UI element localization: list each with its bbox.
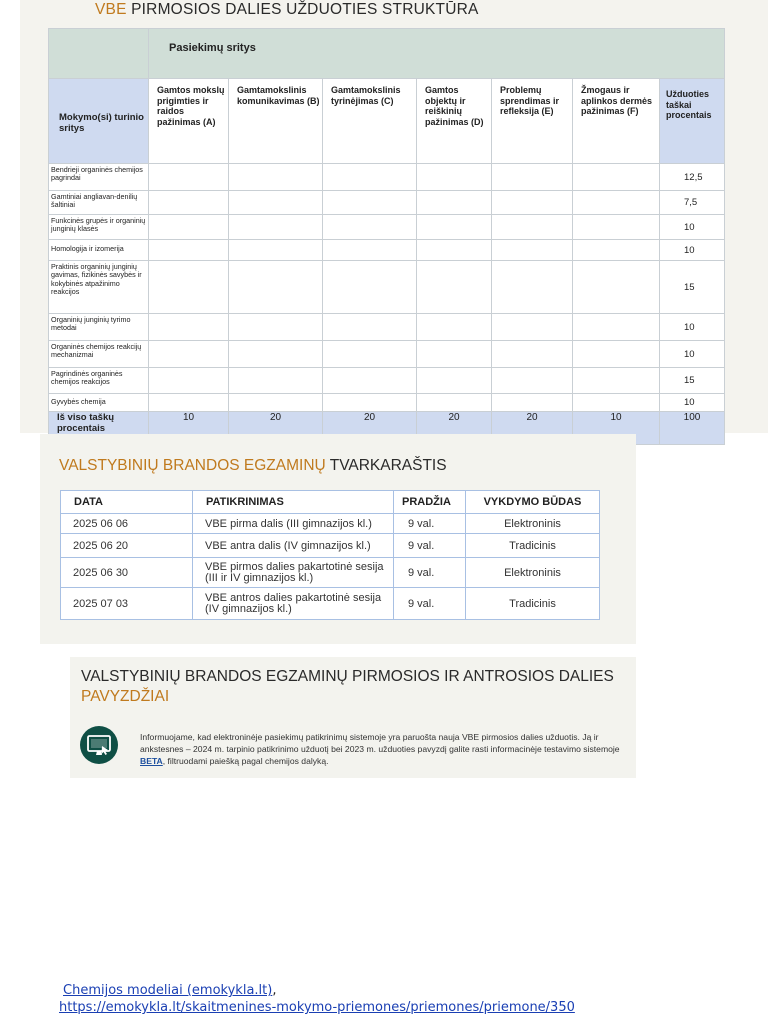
- row-label: Praktinis organinių junginių gavimas, fizikinės savybės ir kokybinės atpažinimo reakcijos: [49, 261, 149, 314]
- total-value: 20: [323, 412, 417, 445]
- examples-text: Informuojame, kad elektroninėje pasiekimų patikrinimų sistemoje yra paruošta nauja VBE pirmosios dalies užduotis. Ją ir ankstesnes – 2024 m. tarpinio patikrinimo užduotį bei 2023 m. užduoties pavyzdį galite rasti informacinėje testavimo sistemoje BETA, filtruodami paiešką pagal chemijos dalyką.: [140, 732, 620, 766]
- column-header: Problemų sprendimas ir refleksija (E): [500, 85, 560, 116]
- column-header: Gamtamokslinis komunikavimas (B): [237, 85, 320, 106]
- row-percent: 12,5: [660, 164, 725, 191]
- row-label: Homologija ir izomerija: [49, 240, 149, 261]
- schedule-date: 2025 06 06: [61, 514, 193, 534]
- examples-card: [70, 657, 636, 778]
- table-row: [61, 534, 600, 558]
- row-label: Gamtiniai angliavan-denilių šaltiniai: [49, 191, 149, 215]
- schedule-header-row: [61, 491, 600, 514]
- grand-total: 100: [660, 412, 725, 445]
- schedule-start: 9 val.: [394, 534, 466, 558]
- achievement-areas-header: Pasiekimų sritys: [149, 29, 725, 79]
- row-label: Bendrieji organinės chemijos pagrindai: [49, 164, 149, 191]
- column-header: PATIKRINIMAS: [193, 491, 394, 514]
- schedule-table: [60, 490, 600, 620]
- emokykla-url-link[interactable]: https://emokykla.lt/skaitmenines-mokymo-priemones/priemones/priemone/350: [59, 1000, 575, 1015]
- row-label: Pagrindinės organinės chemijos reakcijos: [49, 368, 149, 394]
- table-row: [49, 164, 725, 191]
- total-row-label: Iš viso taškų procentais: [49, 412, 149, 445]
- examples-title: [81, 667, 621, 707]
- column-header: Gamtos objektų ir reiškinių pažinimas (D): [425, 85, 484, 127]
- schedule-check: VBE antros dalies pakartotinė sesija (IV gimnazijos kl.): [193, 588, 394, 620]
- row-label: Gyvybės chemija: [49, 394, 149, 412]
- total-value: 20: [229, 412, 323, 445]
- row-percent: 15: [660, 368, 725, 394]
- column-header-row: [49, 79, 725, 164]
- achievement-header-row: [49, 29, 725, 79]
- structure-card: [20, 0, 768, 433]
- examples-title-accent: PAVYZDŽIAI: [81, 688, 170, 705]
- total-value: 10: [149, 412, 229, 445]
- schedule-mode: Elektroninis: [466, 514, 600, 534]
- schedule-date: 2025 06 30: [61, 558, 193, 588]
- table-row: [61, 558, 600, 588]
- schedule-start: 9 val.: [394, 558, 466, 588]
- footer-links: Chemijos modeliai (emokykla.lt), https://emokykla.lt/skaitmenines-mokymo-priemones/priemones/priemone/350: [59, 983, 575, 1015]
- schedule-mode: Elektroninis: [466, 558, 600, 588]
- row-label: Organinių junginių tyrimo metodai: [49, 314, 149, 341]
- structure-table: [48, 28, 725, 445]
- schedule-check: VBE pirma dalis (III gimnazijos kl.): [193, 514, 394, 534]
- schedule-title-accent: VALSTYBINIŲ BRANDOS EGZAMINŲ: [59, 457, 326, 474]
- schedule-check: VBE antra dalis (IV gimnazijos kl.): [193, 534, 394, 558]
- row-label: Funkcinės grupės ir organinių junginių klasės: [49, 215, 149, 240]
- row-label: Organinės chemijos reakcijų mechanizmai: [49, 341, 149, 368]
- column-header: Gamtamokslinis tyrinėjimas (C): [331, 85, 401, 106]
- schedule-title-rest: TVARKARAŠTIS: [325, 457, 447, 474]
- column-header: Gamtos mokslų prigimties ir raidos pažinimas (A): [157, 85, 225, 127]
- schedule-title: [59, 457, 447, 475]
- beta-link[interactable]: BETA: [140, 756, 163, 766]
- structure-title: [95, 1, 479, 19]
- row-percent: 10: [660, 215, 725, 240]
- table-row: [49, 368, 725, 394]
- schedule-date: 2025 06 20: [61, 534, 193, 558]
- table-row: [61, 514, 600, 534]
- row-percent: 10: [660, 341, 725, 368]
- column-header: PRADŽIA: [394, 491, 466, 514]
- table-row: [49, 314, 725, 341]
- total-value: 20: [417, 412, 492, 445]
- schedule-start: 9 val.: [394, 514, 466, 534]
- schedule-card: [40, 434, 636, 644]
- total-value: 20: [492, 412, 573, 445]
- row-percent: 7,5: [660, 191, 725, 215]
- schedule-date: 2025 07 03: [61, 588, 193, 620]
- schedule-start: 9 val.: [394, 588, 466, 620]
- structure-title-accent: VBE: [95, 1, 127, 18]
- table-row: [49, 341, 725, 368]
- row-header-label: Mokymo(si) turinio sritys: [59, 112, 144, 134]
- table-row: [49, 394, 725, 412]
- table-row: [61, 588, 600, 620]
- examples-title-main: VALSTYBINIŲ BRANDOS EGZAMINŲ PIRMOSIOS IR ANTROSIOS DALIES: [81, 668, 614, 685]
- computer-monitor-icon: [80, 726, 118, 764]
- table-row: [49, 240, 725, 261]
- row-percent: 10: [660, 240, 725, 261]
- table-row: [49, 215, 725, 240]
- chemistry-models-link[interactable]: Chemijos modeliai (emokykla.lt): [63, 983, 273, 998]
- column-header: VYKDYMO BŪDAS: [466, 491, 600, 514]
- row-percent: 10: [660, 314, 725, 341]
- structure-title-rest: PIRMOSIOS DALIES UŽDUOTIES STRUKTŪRA: [126, 1, 479, 18]
- total-column-header: Užduoties taškai procentais: [666, 89, 712, 120]
- row-percent: 10: [660, 394, 725, 412]
- table-row: [49, 191, 725, 215]
- table-row: [49, 261, 725, 314]
- column-header: DATA: [61, 491, 193, 514]
- schedule-check: VBE pirmos dalies pakartotinė sesija (III ir IV gimnazijos kl.): [193, 558, 394, 588]
- row-percent: 15: [660, 261, 725, 314]
- schedule-mode: Tradicinis: [466, 534, 600, 558]
- schedule-mode: Tradicinis: [466, 588, 600, 620]
- total-value: 10: [573, 412, 660, 445]
- column-header: Žmogaus ir aplinkos dermės pažinimas (F): [581, 85, 653, 116]
